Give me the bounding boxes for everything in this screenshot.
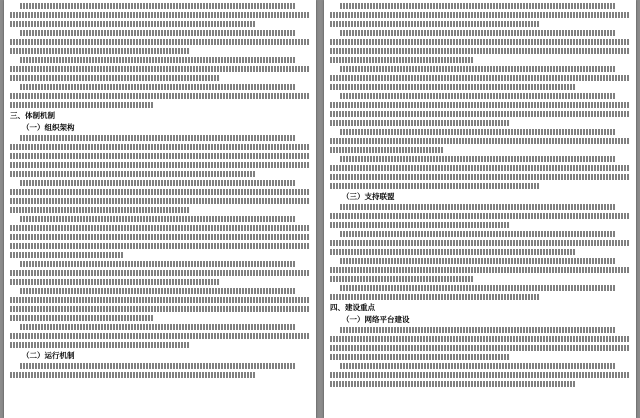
page-left-text-column bbox=[10, 3, 310, 381]
text-line bbox=[10, 171, 256, 177]
text-line bbox=[330, 57, 474, 63]
text-line bbox=[340, 258, 616, 264]
document-page-left[interactable] bbox=[4, 0, 316, 418]
text-line bbox=[330, 75, 630, 81]
text-line bbox=[10, 279, 220, 285]
text-line bbox=[10, 153, 310, 159]
text-line bbox=[330, 39, 630, 45]
text-line bbox=[10, 102, 154, 108]
text-line bbox=[330, 336, 630, 342]
text-line bbox=[10, 75, 220, 81]
page-right-text-column bbox=[330, 3, 630, 390]
text-line bbox=[340, 231, 616, 237]
text-line bbox=[20, 324, 296, 330]
text-line bbox=[330, 165, 630, 171]
text-line bbox=[330, 372, 630, 378]
text-line bbox=[20, 30, 296, 36]
text-line bbox=[340, 156, 616, 162]
text-line bbox=[340, 3, 616, 9]
text-line bbox=[10, 198, 310, 204]
text-line bbox=[340, 93, 616, 99]
text-line bbox=[330, 249, 576, 255]
text-line bbox=[10, 39, 310, 45]
text-line bbox=[330, 48, 630, 54]
text-line bbox=[330, 294, 540, 300]
text-line bbox=[20, 3, 296, 9]
text-line bbox=[340, 66, 616, 72]
document-page-right[interactable] bbox=[324, 0, 636, 418]
subsection-heading: （三）支持联盟 bbox=[342, 192, 395, 201]
text-line bbox=[340, 285, 616, 291]
text-line bbox=[20, 363, 296, 369]
text-line bbox=[10, 162, 310, 168]
text-line bbox=[330, 240, 630, 246]
text-line bbox=[330, 276, 474, 282]
text-line bbox=[10, 243, 310, 249]
text-line bbox=[330, 354, 510, 360]
text-line bbox=[330, 21, 540, 27]
text-line bbox=[10, 93, 310, 99]
text-line bbox=[330, 183, 540, 189]
text-line bbox=[330, 345, 630, 351]
text-line bbox=[20, 135, 296, 141]
text-line bbox=[10, 21, 256, 27]
text-line bbox=[10, 315, 154, 321]
subsection-heading: （一）组织架构 bbox=[22, 123, 75, 132]
text-line bbox=[330, 12, 630, 18]
text-line bbox=[20, 261, 296, 267]
text-line bbox=[10, 306, 310, 312]
text-line bbox=[330, 147, 444, 153]
text-line bbox=[10, 225, 310, 231]
text-line bbox=[20, 84, 296, 90]
text-line bbox=[10, 66, 310, 72]
text-line bbox=[330, 84, 576, 90]
text-line bbox=[10, 48, 190, 54]
section-heading: 三、体制机制 bbox=[10, 111, 55, 120]
subsection-heading: （一）网络平台建设 bbox=[342, 315, 410, 324]
text-line bbox=[10, 333, 310, 339]
text-line bbox=[20, 216, 296, 222]
text-line bbox=[10, 144, 310, 150]
text-line bbox=[10, 252, 124, 258]
text-line bbox=[330, 138, 630, 144]
text-line bbox=[10, 342, 190, 348]
text-line bbox=[20, 288, 296, 294]
text-line bbox=[10, 234, 310, 240]
text-line bbox=[20, 57, 296, 63]
text-line bbox=[330, 381, 576, 387]
text-line bbox=[20, 180, 296, 186]
text-line bbox=[340, 363, 616, 369]
text-line bbox=[340, 204, 616, 210]
text-line bbox=[10, 12, 310, 18]
text-line bbox=[10, 372, 256, 378]
text-line bbox=[10, 189, 310, 195]
section-heading: 四、建设重点 bbox=[330, 303, 375, 312]
text-line bbox=[330, 120, 510, 126]
text-line bbox=[330, 102, 630, 108]
text-line bbox=[10, 207, 190, 213]
text-line bbox=[330, 267, 630, 273]
text-line bbox=[340, 129, 616, 135]
subsection-heading: （二）运行机制 bbox=[22, 351, 75, 360]
text-line bbox=[330, 174, 630, 180]
text-line bbox=[10, 297, 310, 303]
text-line bbox=[10, 270, 310, 276]
text-line bbox=[340, 327, 616, 333]
text-line bbox=[330, 111, 630, 117]
text-line bbox=[330, 222, 510, 228]
text-line bbox=[340, 30, 616, 36]
text-line bbox=[330, 213, 630, 219]
